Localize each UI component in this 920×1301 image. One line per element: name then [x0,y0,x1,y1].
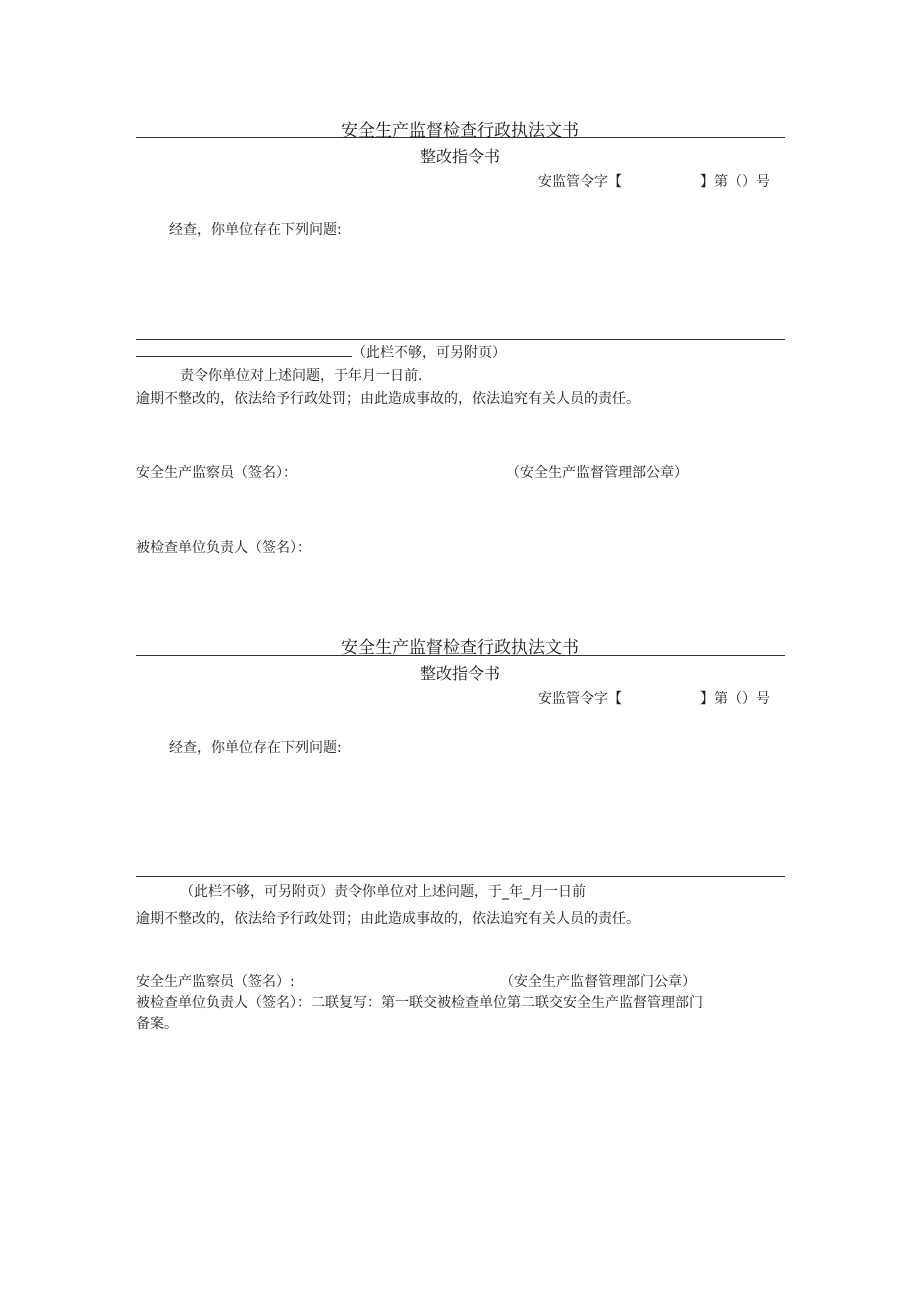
form1-blank-line [136,346,352,357]
form1-note: （此栏不够，可另附页） [352,345,506,361]
form2-title-rule [136,655,785,656]
form1-penalty: 逾期不整改的，依法给予行政处罚；由此造成事故的，依法追究有关人员的责任。 [136,391,640,407]
form2-inspector-signature: 安全生产监察员（签名）: [136,974,295,990]
form1-order: 责令你单位对上述问题，于年月一日前. [180,368,423,384]
form2-subtitle: 整改指令书 [419,664,500,683]
form1-problems-rule [136,339,785,340]
form2-filing: 备案。 [136,1016,178,1032]
form1-doc-number-prefix: 安监管令字【 [538,174,622,190]
form1-note-line [136,342,506,362]
form2-problems-rule [136,876,785,877]
form2-responsible-signature: 被检查单位负责人（签名）：二联复写：第一联交被检查单位第二联交安全生产监督管理部门 [136,995,703,1011]
form1-responsible-signature: 被检查单位负责人（签名）： [136,540,311,556]
form1-doc-number-suffix: 】第（）号 [700,174,770,190]
form1-doc-number [538,171,770,191]
form2-note-order: （此栏不够，可另附页）责令你单位对上述问题，于_年_月一日前 [180,884,586,900]
form1-subtitle: 整改指令书 [419,147,500,166]
form2-penalty: 逾期不整改的，依法给予行政处罚；由此造成事故的，依法追究有关人员的责任。 [136,911,640,927]
form2-seal: （安全生产监督管理部门公章） [500,974,696,990]
form1-title: 安全生产监督检查行政执法文书 [341,121,579,141]
form2-intro: 经查，你单位存在下列问题: [169,740,342,756]
form1-seal: （安全生产监督管理部公章） [506,465,688,481]
form2-doc-number [538,688,770,708]
form2-doc-number-suffix: 】第（）号 [700,691,770,707]
form2-title: 安全生产监督检查行政执法文书 [341,638,579,658]
form1-inspector-signature: 安全生产监察员（签名）： [136,465,297,481]
form1-title-rule [136,137,785,138]
form1-intro: 经查，你单位存在下列问题: [169,222,342,238]
form2-doc-number-prefix: 安监管令字【 [538,691,622,707]
